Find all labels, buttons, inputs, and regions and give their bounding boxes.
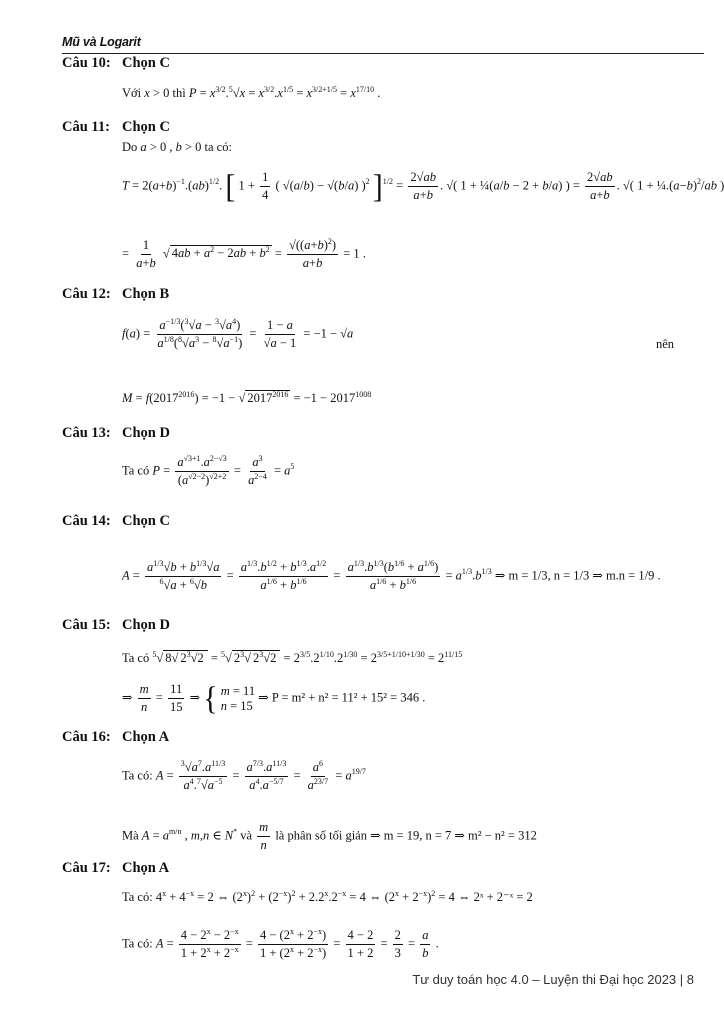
answer-choice: Chọn A bbox=[122, 860, 170, 876]
answer-choice: Chọn C bbox=[122, 513, 170, 529]
question-label: Câu 15: bbox=[62, 617, 111, 633]
text-ta-co: Ta có: bbox=[122, 768, 153, 783]
q14-formula: A = $\frac{a^{1/3}√b + b^{1/3}√a}{^6√a + ^6√b}$ = $\frac{a^{1/3}.b^{1/2} + b^{1/3}.a^{1/2}}{a^{1/6} + b^{1/6}}$ = $\frac{a^{1/3}.b^{1/3}(b^{1/6} + a^{1/6})}{a^{1/6} + b^{1/6}}$ = $a^{1/3}.b^{1/3}$ ⇒ m = 1/3, n = 1/3 ⇒ m.n = 1/9 . bbox=[122, 558, 661, 592]
text-ma: Mà bbox=[122, 828, 139, 843]
q12-formula-2: $M = f(2017^{2016}) = -1$ − √ $2017^{2016} = -1 - 2017^{1008}$ bbox=[122, 389, 372, 405]
q14-result: m = 1/3, n = 1/3 ⇒ m.n = 1/9 bbox=[508, 568, 655, 583]
text-va: và bbox=[240, 828, 253, 843]
q16-formula-1: Ta có: A = $\frac{^3√a^7.a^{11/3}}{a^4.^7√a^{-5}}$ = $\frac{a^{7/3}.a^{11/3}}{a^4.a^{-5/7}}$ = $\frac{a^6}{a^{23/7}}$ = $a^{19/7}$ bbox=[122, 758, 366, 792]
question-10 bbox=[62, 55, 170, 72]
question-16 bbox=[62, 729, 170, 746]
page-header-title: Mũ và Logarit bbox=[62, 35, 141, 49]
question-14 bbox=[62, 513, 170, 530]
header-divider bbox=[62, 53, 704, 54]
text-la-phan-so: là phân số tối giản bbox=[275, 828, 367, 843]
q11-condition: Do a > 0 , b > 0 ta có: bbox=[122, 140, 232, 154]
q11-formula-2: = $\frac{1}{a+b}$ √ $4ab + a^2 - 2ab + b^2$ = $\frac{√((a+b)^2)}{a+b}$ = 1 . bbox=[122, 236, 366, 270]
q15-formula-2: ⇒ $\frac{m}{n}$ = $\frac{11}{15}$ ⇒ { m = 11 n = 15 ⇒ P = m² + n² = 11² + 15² = 346 . bbox=[122, 679, 426, 717]
question-label: Câu 13: bbox=[62, 425, 111, 441]
q10-formula: Với x > 0 thì $P = x^{3/2}.^5√x = x^{3/2}.x^{1/5} = x^{3/2+1/5} = x^{17/10}$ . bbox=[122, 84, 381, 100]
text-ta-co: Ta có: bbox=[122, 936, 153, 951]
question-17 bbox=[62, 860, 170, 877]
question-label: Câu 11: bbox=[62, 119, 110, 135]
q15-result: P = m² + n² = 11² + 15² = 346 bbox=[271, 690, 420, 705]
question-13 bbox=[62, 425, 170, 442]
question-12 bbox=[62, 286, 170, 303]
answer-choice: Chọn C bbox=[122, 55, 170, 71]
q16-result: m = 19, n = 7 ⇒ m² − n² = 312 bbox=[383, 828, 537, 843]
answer-choice: Chọn C bbox=[122, 119, 170, 135]
question-label: Câu 12: bbox=[62, 286, 111, 302]
page-footer: Tư duy toán học 4.0 – Luyện thi Đại học 2023 | 8 bbox=[412, 972, 694, 987]
question-11 bbox=[62, 119, 170, 136]
question-label: Câu 16: bbox=[62, 729, 111, 745]
question-label: Câu 10: bbox=[62, 55, 111, 71]
q11-formula-1: $T = 2(a+b)^{-1}.(ab)^{1/2}$. [ 1 + $\frac{1}{4}$ ( √(a/b) − √(b/a) )$^2$ ]$^{1/2}$ = $\frac{2√ab}{a+b}$ . √( 1 + ¼(a/b − 2 + b/a) ) = $\frac{2√ab}{a+b}$ . √( $1 + \frac{1}{4}.(a-b)^2/ab$ ) bbox=[122, 167, 724, 205]
text-ta-co: Ta có: bbox=[122, 890, 153, 904]
q13-formula: Ta có P = $\frac{a^{√3+1}.a^{2-√3}}{(a^{√2-2})^{√2+2}}$ = $\frac{a^3}{a^{2-4}}$ = $a^5$ bbox=[122, 453, 295, 487]
q17-formula-2: Ta có: A = $\frac{4 - 2^x - 2^{-x}}{1 + 2^x + 2^{-x}}$ = $\frac{4 - (2^x + 2^{-x})}{1 + (2^x + 2^{-x})}$ = $\frac{4 - 2}{1 + 2}$ = $\frac{2}{3}$ = $\frac{a}{b}$ . bbox=[122, 926, 439, 960]
text-do: Do bbox=[122, 140, 138, 154]
answer-choice: Chọn B bbox=[122, 286, 170, 302]
text-thi: thì bbox=[172, 86, 186, 100]
q12-formula-1: f(a) = $\frac{a^{-1/3}(^3√a - ^3√a^4)}{a^{1/8}(^8√a^3 - ^8√a^{-1})}$ = $\frac{1 - a}{√a - 1}$ = −1 − √a bbox=[122, 316, 354, 350]
question-label: Câu 14: bbox=[62, 513, 111, 529]
answer-choice: Chọn D bbox=[122, 617, 170, 633]
text-voi: Với bbox=[122, 86, 142, 100]
question-15 bbox=[62, 617, 170, 634]
q17-result: 2ˣ + 2⁻ˣ = 2 bbox=[473, 890, 533, 904]
text-ta-co: Ta có bbox=[122, 463, 150, 478]
question-label: Câu 17: bbox=[62, 860, 111, 876]
q15-formula-1: Ta có $^5$√ 8√ $2^3√2 = ^5√$ $2^3√$ $2^3√2 = 2^{3/5}.2^{1/10}.2^{1/30} = 2^{3/5+1/10+1/30} = 2^{11/15}$ bbox=[122, 649, 463, 665]
text-ta-co: ta có: bbox=[204, 140, 232, 154]
q12-nen: nên bbox=[656, 337, 675, 351]
text-ta-co: Ta có bbox=[122, 651, 150, 665]
answer-choice: Chọn A bbox=[122, 729, 170, 745]
q16-formula-2: Mà $A = a^{m/n}$ , m,n ∈ N* và $\frac{m}{n}$ là phân số tối giản ⇒ m = 19, n = 7 ⇒ m² − n² = 312 bbox=[122, 820, 537, 852]
q17-formula-1: Ta có: $4^x + 4^{-x} = 2$ ⇔ $(2^x)^2 + (2^{-x})^2 + 2.2^x.2^{-x} = 4$ ⇔ $(2^x + 2^{-x})^2 = 4$ ⇔ 2ˣ + 2⁻ˣ = 2 bbox=[122, 888, 533, 904]
answer-choice: Chọn D bbox=[122, 425, 170, 441]
